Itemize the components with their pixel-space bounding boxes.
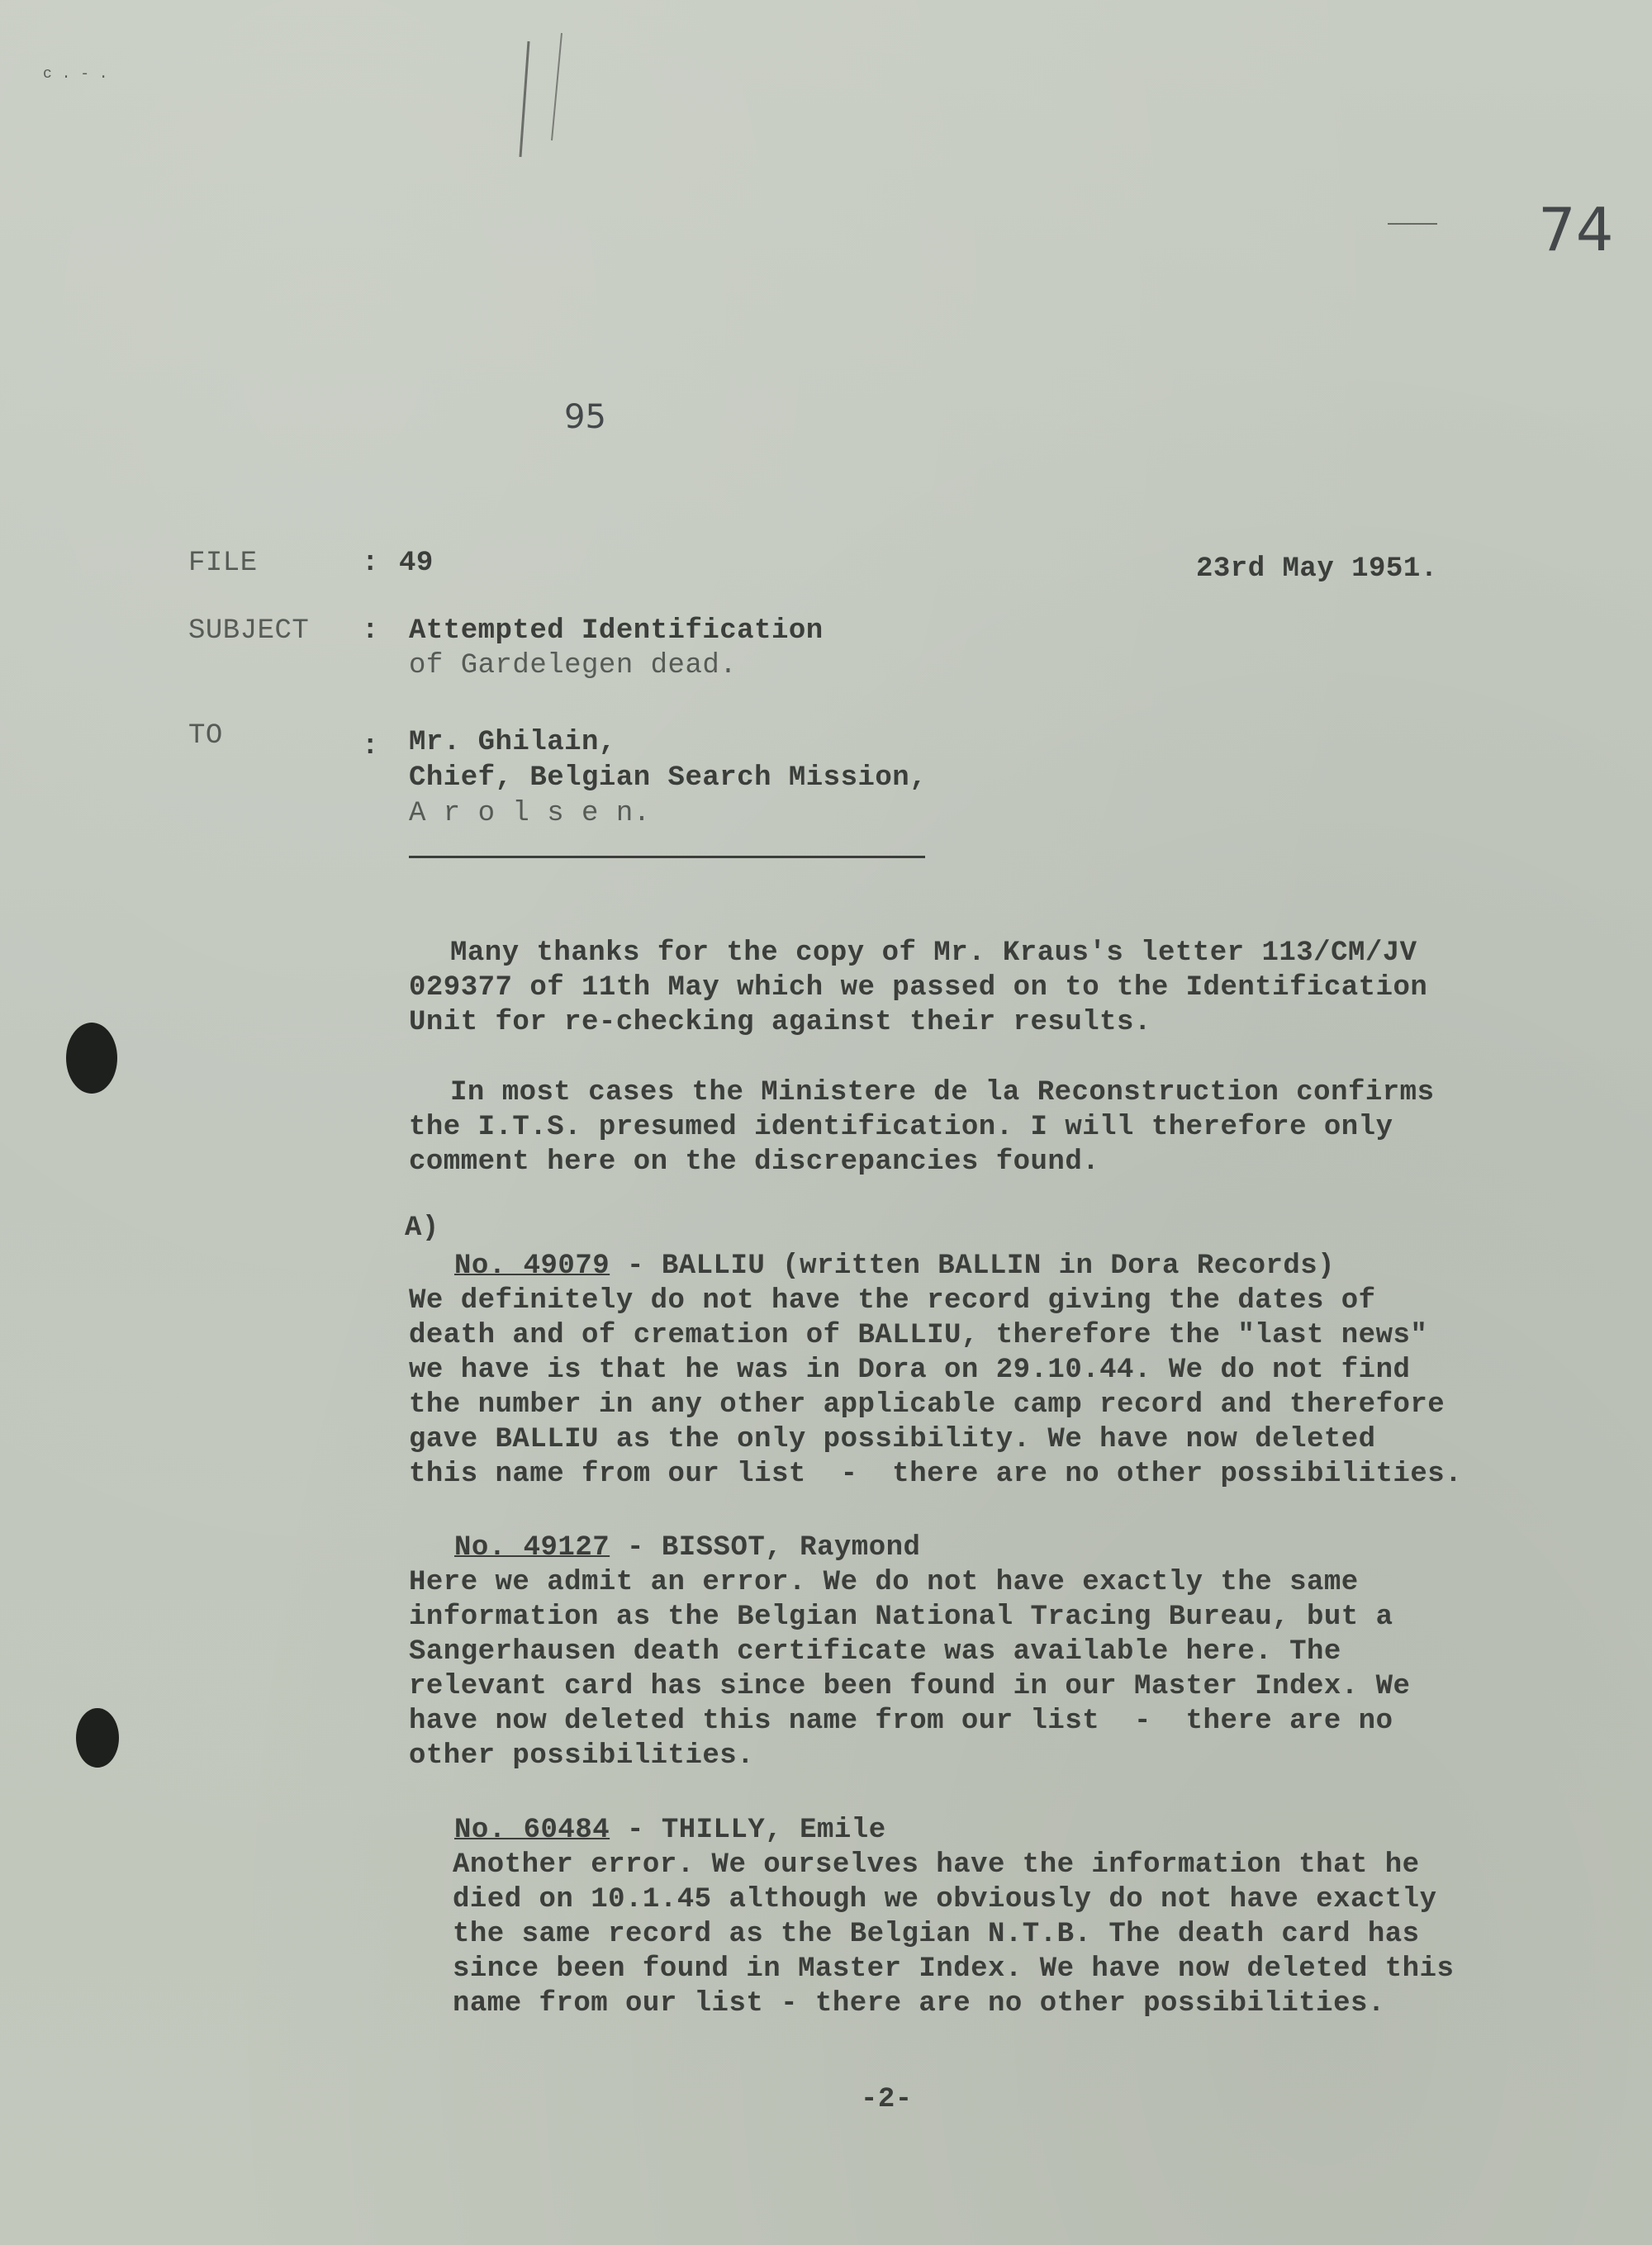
para1-line-1: Many thanks for the copy of Mr. Kraus's letter 113/CM/JV <box>450 937 1417 969</box>
entry2-line-2: information as the Belgian National Tracing Bureau, but a <box>409 1602 1393 1633</box>
to-label: TO <box>188 720 223 752</box>
subject-label: SUBJECT <box>188 615 310 647</box>
entry3-line-3: the same record as the Belgian N.T.B. The death card has <box>453 1919 1420 1950</box>
para1-line-2: 029377 of 11th May which we passed on to the Identification <box>409 972 1428 1004</box>
entry3-line-1: Another error. We ourselves have the information that he <box>453 1849 1420 1881</box>
entry2-line-1: Here we admit an error. We do not have exactly the same <box>409 1567 1359 1598</box>
file-separator: : <box>362 548 379 579</box>
folio-dash <box>1388 223 1437 225</box>
entry2-line-6: other possibilities. <box>409 1740 755 1772</box>
entry2-heading-rest: - BISSOT, Raymond <box>610 1532 921 1564</box>
page-footer: -2- <box>861 2084 913 2115</box>
entry1-heading-rest: - BALLIU (written BALLIN in Dora Records) <box>610 1251 1336 1282</box>
entry2-line-5: have now deleted this name from our list - there are no <box>409 1706 1393 1737</box>
subject-line-1: Attempted Identification <box>409 615 824 647</box>
entry1-line-2: death and of cremation of BALLIU, therefore the "last news" <box>409 1320 1428 1351</box>
entry2-number: No. 49127 <box>454 1532 610 1564</box>
recipient-line-1: Mr. Ghilain, <box>409 727 616 758</box>
header-rule <box>409 856 925 858</box>
entry2-line-3: Sangerhausen death certificate was available here. The <box>409 1636 1341 1668</box>
entry3-line-4: since been found in Master Index. We have now deleted this <box>453 1953 1455 1985</box>
letter-date: 23rd May 1951. <box>1196 553 1438 585</box>
entry1-line-6: this name from our list - there are no other possibilities. <box>409 1459 1463 1490</box>
entry3-number: No. 60484 <box>454 1815 610 1846</box>
recipient-line-2: Chief, Belgian Search Mission, <box>409 762 928 794</box>
entry1-number: No. 49079 <box>454 1251 610 1282</box>
entry3-heading <box>454 1813 886 1848</box>
entry2-heading <box>454 1531 920 1565</box>
entry1-line-5: gave BALLIU as the only possibility. We have now deleted <box>409 1424 1376 1455</box>
entry1-line-4: the number in any other applicable camp record and therefore <box>409 1389 1446 1421</box>
to-separator: : <box>362 731 379 762</box>
punch-hole-lower <box>76 1708 119 1768</box>
para2-line-2: the I.T.S. presumed identification. I will therefore only <box>409 1112 1393 1143</box>
subject-separator: : <box>362 615 379 647</box>
handwritten-file-number: 95 <box>564 398 606 436</box>
entry1-line-3: we have is that he was in Dora on 29.10.44. We do not find <box>409 1355 1411 1386</box>
top-left-mark: c . - . <box>43 66 109 83</box>
punch-hole-upper <box>66 1023 117 1094</box>
section-label: A) <box>405 1213 439 1244</box>
entry3-line-5: name from our list - there are no other possibilities. <box>453 1988 1385 2020</box>
pencil-stroke-marks <box>487 17 595 198</box>
entry1-line-1: We definitely do not have the record giving the dates of <box>409 1285 1376 1317</box>
recipient-line-3: A r o l s e n. <box>409 798 651 829</box>
file-value: 49 <box>399 548 434 579</box>
entry2-line-4: relevant card has since been found in our Master Index. We <box>409 1671 1411 1702</box>
entry1-heading <box>454 1249 1335 1284</box>
entry3-line-2: died on 10.1.45 although we obviously do not have exactly <box>453 1884 1437 1915</box>
para2-line-3: comment here on the discrepancies found. <box>409 1146 1100 1178</box>
para1-line-3: Unit for re-checking against their results. <box>409 1007 1151 1038</box>
subject-line-2: of Gardelegen dead. <box>409 650 738 681</box>
file-label: FILE <box>188 548 258 579</box>
entry3-heading-rest: - THILLY, Emile <box>610 1815 886 1846</box>
folio-number: 74 <box>1538 195 1614 264</box>
para2-line-1: In most cases the Ministere de la Reconstruction confirms <box>450 1077 1435 1108</box>
